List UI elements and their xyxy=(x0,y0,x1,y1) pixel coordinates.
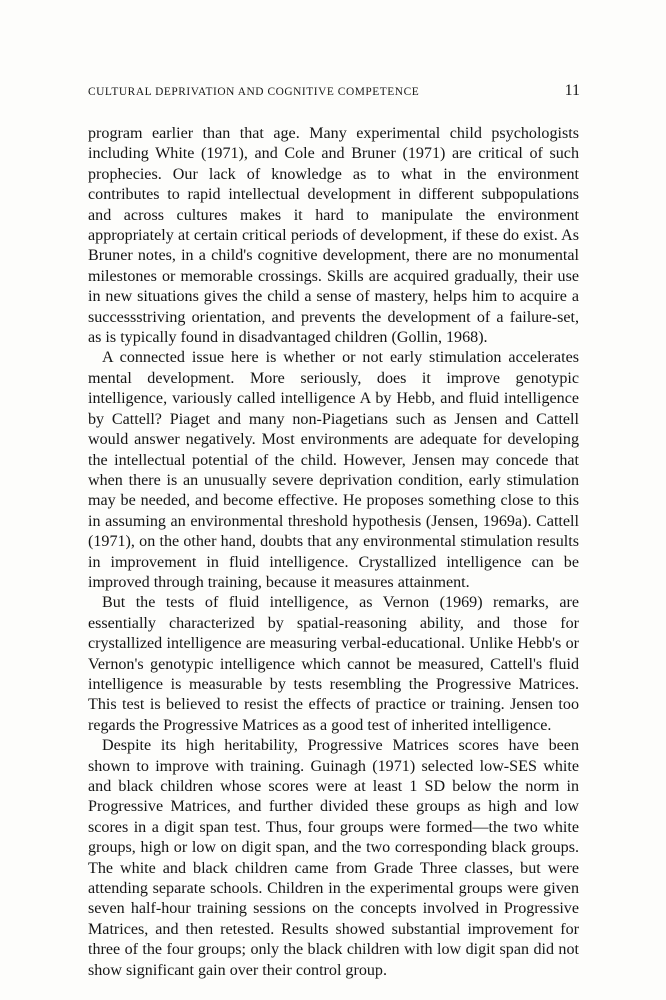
paragraph-progressive-matrices-training: Despite its high heritability, Progressive Matrices scores have been shown to improve with training. Guinagh (1971) selected low-SES white and black children whose scores were at least 1 SD below the norm in Progressive Matrices, and further divided these groups as high and low scores in a digit span test. Thus, four groups were formed—the two white groups, high or low on digit span, and the two corresponding black groups. The white and black children came from Grade Three classes, but were attending separate schools. Children in the experimental groups were given seven half-hour training sessions on the concepts involved in Progressive Matrices, and then retested. Results showed substantial improvement for three of the four groups; only the black children with low digit span did not show significant gain over their control group. xyxy=(88,737,579,979)
running-title: CULTURAL DEPRIVATION AND COGNITIVE COMPETENCE xyxy=(88,86,420,98)
running-head xyxy=(88,82,580,102)
paragraph-fluid-intelligence-tests: But the tests of fluid intelligence, as Vernon (1969) remarks, are essentially characterized by spatial-reasoning ability, and those for crystallized intelligence are measuring verbal-educational. Unlike Hebb's or Vernon's genotypic intelligence which cannot be measured, Cattell's fluid intelligence is measurable by tests resembling the Progressive Matrices. This test is believed to resist the effects of practice or training. Jensen too regards the Progressive Matrices as a good test of inherited intelligence. xyxy=(88,594,579,734)
page-number: 11 xyxy=(564,82,580,99)
paragraph-continuation: program earlier than that age. Many experimental child psychologists including White (1971), and Cole and Bruner (1971) are critical of such prophecies. Our lack of knowledge as to what in the environment contributes to rapid intellectual development in different subpopulations and across cultures makes it hard to manipulate the environment appropriately at certain critical periods of development, if these do exist. As Bruner notes, in a child's cognitive development, there are no monumental milestones or memorable crossings. Skills are acquired gradually, their use in new situations gives the child a sense of mastery, helps him to acquire a successstriving orientation, and prevents the development of a failure-set, as is typically found in disadvantaged children (Gollin, 1968). xyxy=(88,125,579,347)
paragraph-early-stimulation: A connected issue here is whether or not early stimulation accelerates mental development. More seriously, does it improve genotypic intelligence, variously called intelligence A by Hebb, and fluid intelligence by Cattell? Piaget and many non-Piagetians such as Jensen and Cattell would answer negatively. Most environments are adequate for developing the intellectual potential of the child. However, Jensen may concede that when there is an unusually severe deprivation condition, early stimulation may be needed, and become effective. He proposes something close to this in assuming an environmental threshold hypothesis (Jensen, 1969a). Cattell (1971), on the other hand, doubts that any environmental stimulation results in improvement in fluid intelligence. Crystallized intelligence can be improved through training, because it measures attainment. xyxy=(88,349,579,591)
body-text xyxy=(88,124,579,981)
